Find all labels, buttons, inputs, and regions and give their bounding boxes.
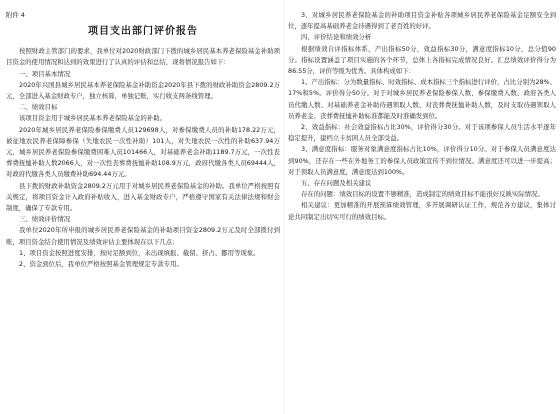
paragraph: 2、效益指标：社会效益指标占比30%，评价得分30分。对于该项参保人员生活水平逐年稳定提升，建档立卡贫困人员全部受益。 <box>288 123 556 143</box>
paragraph: 三、绩效评价情况 <box>19 215 71 224</box>
attachment-label: 附件 4 <box>6 11 25 19</box>
paragraph: 按照财政主管部门的要求，我单位对2020财政部门下拨的城乡居民基本养老保险基金补助项目资金的使用情况和达到的效果进行了认真的评估和总结，现将情况报告如下： <box>6 47 280 67</box>
right-body <box>288 10 556 223</box>
paragraph: 2、资金到位后，我单位严格按照基金管理规定专款专用。 <box>19 260 183 269</box>
paragraph: 1、产出指标：分为数量指标、时效指标、成本指标三个指标进行评价，占比分别为28%、17%和5%。评价得分50分。对于对城乡居民养老保险参保人数、参保缴费人数、政府各类人员代缴人数、对基础养老金补助待遇领取人数、对丧葬费抚恤补助人数，及时支取待遇领取人员养老金、丧葬费抚恤补助标准都能及时准确发到位。 <box>288 78 556 120</box>
left-body <box>6 46 280 270</box>
paragraph: 2020年城乡居民养老保险参保缴费人员129698人，对参保缴费人员的补助178.22万元，被征地农民养老保障参保（失地农民一次性补助）101人，对失地农民一次性的补助637.94万元，城乡居民养老保险参保缴费困难人员101466人，对基础养老金补助1189.7万元，一次性丧葬费抚恤补助人数2066人，对一次性丧葬费抚恤补助108.9万元，政府代缴各类人员69444人，对政府代缴各类人员缴费补助694.44万元。 <box>6 125 280 179</box>
paragraph: 五、存在问题及相关建议 <box>301 179 372 188</box>
paragraph: 该项目资金用于城乡居民基本养老保险基金的补助。 <box>19 114 166 123</box>
paragraph: 二、绩效目标 <box>19 103 58 112</box>
paragraph: 县下拨的财政补助资金2809.2万元用于对城乡居民养老保险基金的补助。我单位严格按照有关规定，将项目资金计入政府补贴收入，进入基金财政专户，严格遵守国家有关法律法规和财会制度，确保了专款专用。 <box>6 181 280 213</box>
column-divider <box>283 0 284 414</box>
paragraph: 2020年兴国县城乡居民基本养老保险基金补助资金2020年县下拨的财政补助资金2809.2万元，全部进入基金财政专户，独立核算，单独记账，实行收支两条线管理。 <box>6 80 280 101</box>
paragraph: 存在的问题：绩效目标的设置不够精准，造成制定的绩效目标不能很好反映实际情况。 <box>301 190 544 199</box>
paragraph: 根据绩效自评指标体系，产出指标50分，效益指标30分，满意度指标10分，总分值90分。指标设置涵盖了项目实施的各个环节，总体上各指标完成情况良好。汇总绩效评价得分为86.55分，评价等级为优秀。具体构成如下： <box>288 44 556 76</box>
paragraph: 1、项目资金按照进度安排，按时足额到位，未出现填报、截留、挤占、挪用等现象。 <box>19 248 260 257</box>
paragraph: 相关建议：更加精准的开展预算绩效管理，多开展调研认证工作，规范各方建议，集体讨论共同制定出切实可行的绩效目标。 <box>288 201 556 221</box>
paragraph: 我单位2020年所申报的城乡居民养老保险基金的补助项目资金2809.2万元及时全部拨付到账，项目资金结合使用情况及绩效评估主要体现在以下几点： <box>6 226 280 246</box>
paragraph: 一、项目基本情况 <box>19 69 71 78</box>
paragraph: 3、对城乡居民养老保险基金的补助项目资金补贴各项城乡居民养老保险基金足额安全到位，逐年提高基础养老金待遇得到了老百姓的好评。 <box>288 11 556 31</box>
paragraph: 四、评价结论和绩效分析 <box>301 33 372 42</box>
left-column <box>6 10 280 270</box>
right-column <box>288 10 556 223</box>
report-title: 项目支出部门评价报告 <box>88 26 198 38</box>
paragraph: 3、满意度指标：服务对象满意度指标占比10%，评价得分10分。对于参保人员满意度达到90%，还存在一些在外地务工的参保人员政策宣传不到位情况。满意度还可以进一步提高；对于领取人员满意度，满意度达到100%。 <box>288 145 556 176</box>
